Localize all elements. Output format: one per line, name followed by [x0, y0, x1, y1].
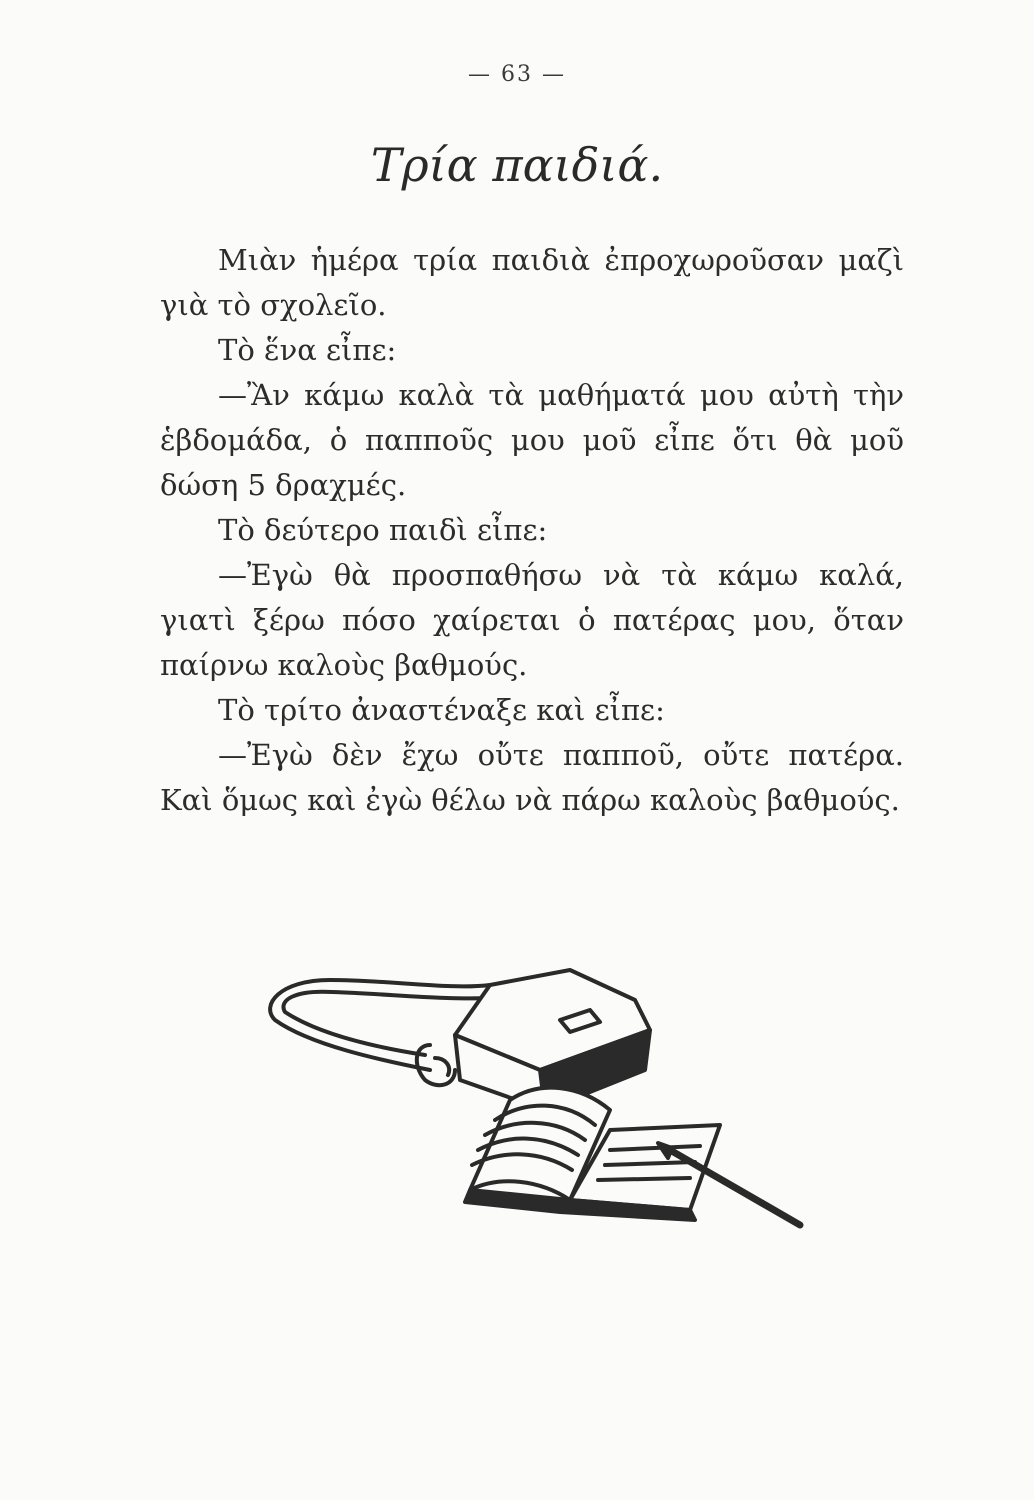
story-text [160, 238, 904, 823]
paragraph: Τὸ τρίτο ἀναστέναξε καὶ εἶπε: [218, 693, 665, 727]
school-bag-book-pencil-icon [240, 950, 820, 1250]
page-number: — 63 — [468, 62, 566, 87]
page-title: Τρία παιδιά. [370, 138, 664, 192]
paragraph: Μιὰν ἡμέρα τρία παιδιὰ ἐπροχωροῦσαν μαζὶ γιὰ τὸ σχολεῖο. [160, 243, 904, 322]
paragraph: —Ἐγὼ δὲν ἔχω οὔτε παπποῦ, οὔτε πατέρα. Καὶ ὅμως καὶ ἐγὼ θέλω νὰ πάρω καλοὺς βαθμούς. [160, 738, 904, 817]
paragraph: Τὸ δεύτερο παιδὶ εἶπε: [218, 513, 548, 547]
paragraph: —Ἂν κάμω καλὰ τὰ μαθήματά μου αὐτὴ τὴν ἑβδομάδα, ὁ παπποῦς μου μοῦ εἶπε ὅτι θὰ μοῦ δώση 5 δραχμές. [160, 378, 904, 502]
paragraph: —Ἐγὼ θὰ προσπαθήσω νὰ τὰ κάμω καλά, γιατὶ ξέρω πόσο χαίρεται ὁ πατέρας μου, ὅταν παίρνω καλοὺς βαθμούς. [160, 558, 904, 682]
paragraph: Τὸ ἕνα εἶπε: [218, 333, 397, 367]
